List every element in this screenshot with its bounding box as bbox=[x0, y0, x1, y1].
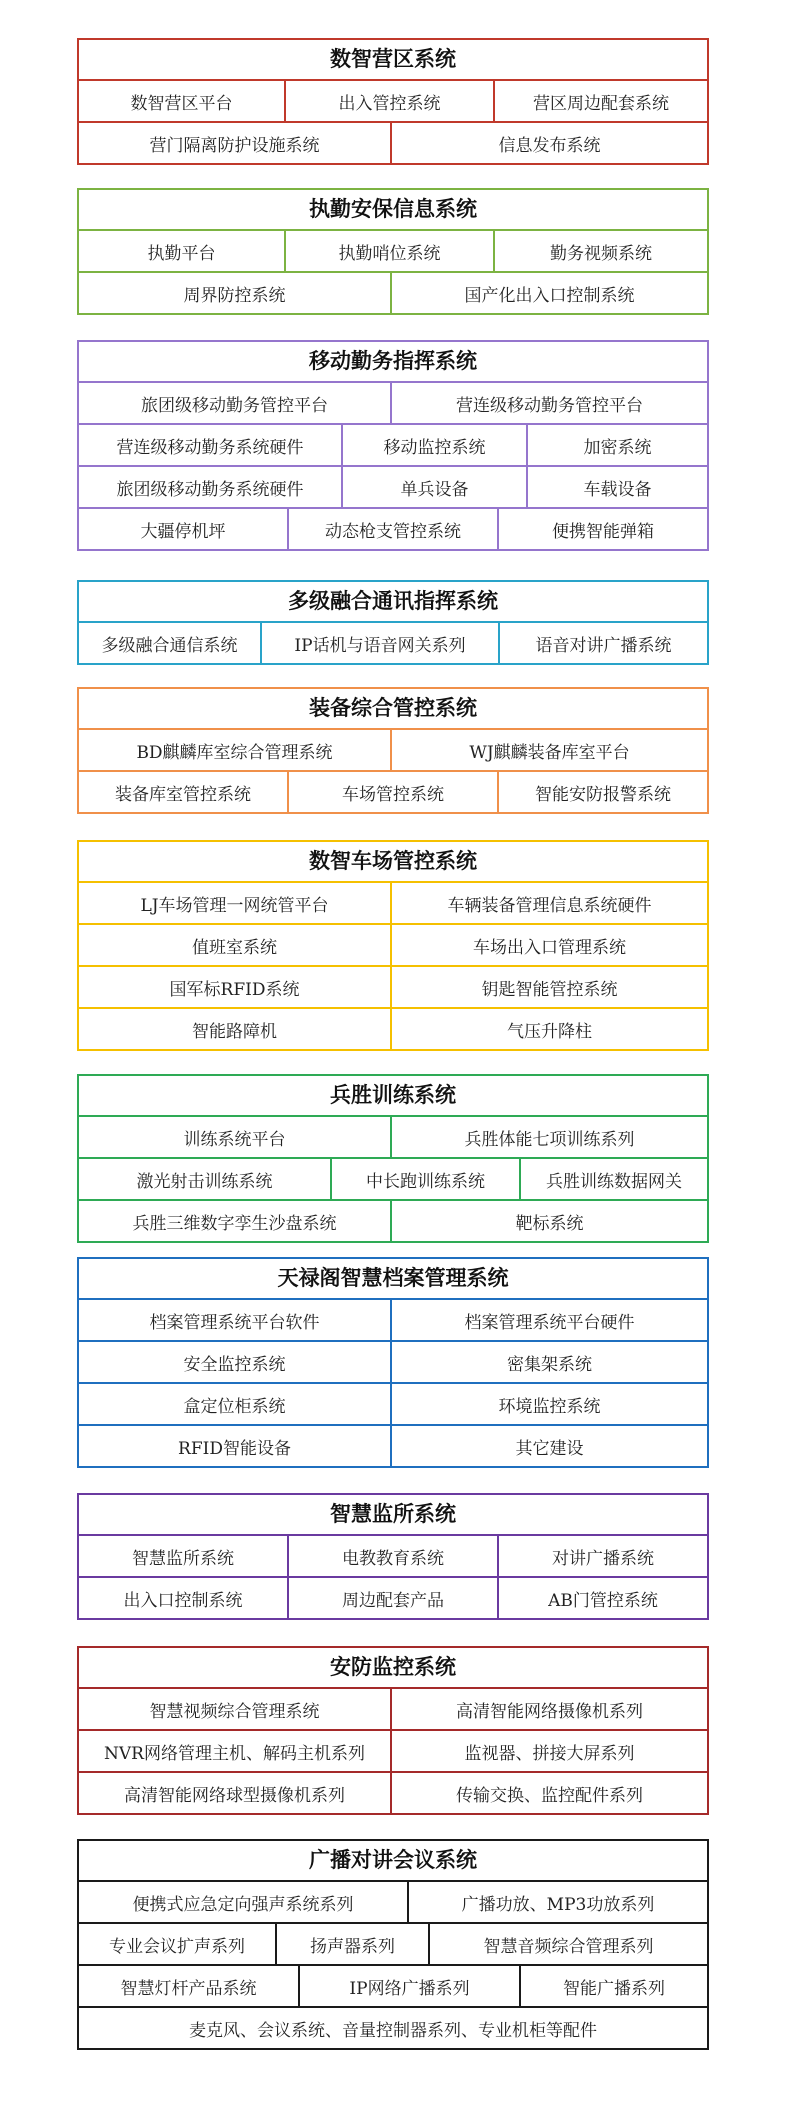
subsystem-cell: 兵胜训练数据网关 bbox=[546, 1171, 682, 1192]
subsystem-cell: 兵胜三维数字孪生沙盘系统 bbox=[79, 1201, 392, 1241]
training-row-1 bbox=[79, 1117, 707, 1159]
mobile-command-row-4 bbox=[79, 509, 707, 549]
subsystem-cell: 值班室系统 bbox=[79, 925, 392, 965]
subsystem-cell: 专业会议扩声系列 bbox=[79, 1924, 277, 1964]
subsystem-cell: 大疆停机坪 bbox=[79, 509, 289, 549]
duty-security-title: 执勤安保信息系统 bbox=[79, 190, 707, 231]
vehicle-yard-title: 数智车场管控系统 bbox=[79, 842, 707, 883]
broadcast-section bbox=[77, 1839, 709, 2050]
fusion-comm-section bbox=[77, 580, 709, 665]
subsystem-cell: 扬声器系列 bbox=[277, 1924, 430, 1964]
subsystem-cell: 智慧灯杆产品系统 bbox=[79, 1966, 300, 2006]
broadcast-row-2 bbox=[79, 1924, 707, 1966]
subsystem-cell: 移动监控系统 bbox=[343, 425, 528, 465]
mobile-command-row-1 bbox=[79, 383, 707, 425]
subsystem-cell: AB门管控系统 bbox=[548, 1590, 658, 1611]
equipment-section bbox=[77, 687, 709, 814]
mobile-command-row-2 bbox=[79, 425, 707, 467]
subsystem-cell: RFID智能设备 bbox=[79, 1426, 392, 1466]
vehicle-yard-row-3 bbox=[79, 967, 707, 1009]
detention-title: 智慧监所系统 bbox=[79, 1495, 707, 1536]
vehicle-yard-section bbox=[77, 840, 709, 1051]
archives-row-3 bbox=[79, 1384, 707, 1426]
subsystem-cell: 车辆装备管理信息系统硬件 bbox=[447, 895, 652, 916]
subsystem-cell: 信息发布系统 bbox=[498, 135, 601, 156]
subsystem-cell: 环境监控系统 bbox=[498, 1396, 601, 1417]
subsystem-cell: 多级融合通信系统 bbox=[79, 623, 262, 663]
vehicle-yard-row-1 bbox=[79, 883, 707, 925]
fusion-comm-row-1 bbox=[79, 623, 707, 663]
subsystem-cell: 广播功放、MP3功放系列 bbox=[461, 1894, 655, 1915]
archives-section bbox=[77, 1257, 709, 1468]
subsystem-cell: 国产化出入口控制系统 bbox=[464, 285, 635, 306]
subsystem-cell: 营门隔离防护设施系统 bbox=[79, 123, 392, 163]
surveillance-section bbox=[77, 1646, 709, 1815]
subsystem-cell: 装备库室管控系统 bbox=[79, 772, 289, 812]
subsystem-cell: LJ车场管理一网统管平台 bbox=[79, 883, 392, 923]
subsystem-cell: 营区周边配套系统 bbox=[533, 93, 669, 114]
subsystem-cell: 国军标RFID系统 bbox=[79, 967, 392, 1007]
surveillance-title: 安防监控系统 bbox=[79, 1648, 707, 1689]
equipment-row-1 bbox=[79, 730, 707, 772]
subsystem-cell: 激光射击训练系统 bbox=[79, 1159, 332, 1199]
training-row-2 bbox=[79, 1159, 707, 1201]
subsystem-cell: 密集架系统 bbox=[507, 1354, 592, 1375]
vehicle-yard-row-2 bbox=[79, 925, 707, 967]
mobile-command-row-3 bbox=[79, 467, 707, 509]
subsystem-cell: 对讲广播系统 bbox=[552, 1548, 654, 1569]
subsystem-cell: 车场管控系统 bbox=[289, 772, 499, 812]
subsystem-cell: 便携式应急定向强声系统系列 bbox=[79, 1882, 409, 1922]
subsystem-cell: 周边配套产品 bbox=[289, 1578, 499, 1618]
subsystem-cell: 训练系统平台 bbox=[79, 1117, 392, 1157]
smart-camp-row-2 bbox=[79, 123, 707, 163]
broadcast-row-1 bbox=[79, 1882, 707, 1924]
subsystem-cell: 兵胜体能七项训练系列 bbox=[464, 1129, 635, 1150]
subsystem-cell: 其它建设 bbox=[515, 1438, 584, 1459]
subsystem-cell: 智慧监所系统 bbox=[79, 1536, 289, 1576]
smart-camp-section bbox=[77, 38, 709, 165]
subsystem-cell: 车载设备 bbox=[583, 479, 652, 500]
subsystem-cell: 数智营区平台 bbox=[79, 81, 286, 121]
subsystem-cell: 高清智能网络摄像机系列 bbox=[456, 1701, 643, 1722]
broadcast-row-3 bbox=[79, 1966, 707, 2008]
archives-row-2 bbox=[79, 1342, 707, 1384]
subsystem-cell: 执勤哨位系统 bbox=[286, 231, 495, 271]
subsystem-cell: BD麒麟库室综合管理系统 bbox=[79, 730, 392, 770]
subsystem-cell: 传输交换、监控配件系列 bbox=[456, 1785, 643, 1806]
subsystem-cell: 智能路障机 bbox=[79, 1009, 392, 1049]
subsystem-cell: 出入管控系统 bbox=[286, 81, 495, 121]
subsystem-cell: 勤务视频系统 bbox=[550, 243, 652, 264]
subsystem-cell: 气压升降柱 bbox=[507, 1021, 592, 1042]
surveillance-row-3 bbox=[79, 1773, 707, 1813]
duty-security-row-1 bbox=[79, 231, 707, 273]
subsystem-cell: 智慧视频综合管理系统 bbox=[79, 1689, 392, 1729]
archives-row-4 bbox=[79, 1426, 707, 1466]
mobile-command-section bbox=[77, 340, 709, 551]
subsystem-cell: 智能广播系列 bbox=[563, 1978, 665, 1999]
subsystem-cell: 营连级移动勤务系统硬件 bbox=[79, 425, 343, 465]
equipment-title: 装备综合管控系统 bbox=[79, 689, 707, 730]
smart-camp-row-1 bbox=[79, 81, 707, 123]
subsystem-cell: 盒定位柜系统 bbox=[79, 1384, 392, 1424]
surveillance-row-2 bbox=[79, 1731, 707, 1773]
subsystem-cell: WJ麒麟装备库室平台 bbox=[469, 742, 630, 763]
subsystem-cell: 监视器、拼接大屏系列 bbox=[464, 1743, 635, 1764]
archives-title: 天禄阁智慧档案管理系统 bbox=[79, 1259, 707, 1300]
subsystem-cell: 车场出入口管理系统 bbox=[473, 937, 626, 958]
subsystem-cell: 加密系统 bbox=[583, 437, 652, 458]
smart-camp-title: 数智营区系统 bbox=[79, 40, 707, 81]
broadcast-row-4 bbox=[79, 2008, 707, 2048]
subsystem-cell: 智能安防报警系统 bbox=[535, 784, 671, 805]
subsystem-cell: 麦克风、会议系统、音量控制器系列、专业机柜等配件 bbox=[189, 2020, 597, 2041]
detention-section bbox=[77, 1493, 709, 1620]
subsystem-cell: 中长跑训练系统 bbox=[332, 1159, 521, 1199]
archives-row-1 bbox=[79, 1300, 707, 1342]
subsystem-cell: 旅团级移动勤务管控平台 bbox=[79, 383, 392, 423]
broadcast-title: 广播对讲会议系统 bbox=[79, 1841, 707, 1882]
subsystem-cell: 出入口控制系统 bbox=[79, 1578, 289, 1618]
subsystem-cell: 单兵设备 bbox=[343, 467, 528, 507]
subsystem-cell: 钥匙智能管控系统 bbox=[481, 979, 618, 1000]
equipment-row-2 bbox=[79, 772, 707, 812]
subsystem-cell: 便携智能弹箱 bbox=[552, 521, 654, 542]
subsystem-cell: IP话机与语音网关系列 bbox=[262, 623, 500, 663]
subsystem-cell: 语音对讲广播系统 bbox=[535, 635, 672, 656]
subsystem-cell: 档案管理系统平台软件 bbox=[79, 1300, 392, 1340]
training-section bbox=[77, 1074, 709, 1243]
detention-row-1 bbox=[79, 1536, 707, 1578]
subsystem-cell: 高清智能网络球型摄像机系列 bbox=[79, 1773, 392, 1813]
subsystem-cell: 营连级移动勤务管控平台 bbox=[456, 395, 643, 416]
subsystem-cell: 安全监控系统 bbox=[79, 1342, 392, 1382]
subsystem-cell: 电教教育系统 bbox=[289, 1536, 499, 1576]
subsystem-cell: NVR网络管理主机、解码主机系列 bbox=[79, 1731, 392, 1771]
subsystem-cell: 靶标系统 bbox=[515, 1213, 584, 1234]
vehicle-yard-row-4 bbox=[79, 1009, 707, 1049]
subsystem-cell: 周界防控系统 bbox=[79, 273, 392, 313]
subsystem-cell: 执勤平台 bbox=[79, 231, 286, 271]
mobile-command-title: 移动勤务指挥系统 bbox=[79, 342, 707, 383]
subsystem-cell: 动态枪支管控系统 bbox=[289, 509, 499, 549]
training-title: 兵胜训练系统 bbox=[79, 1076, 707, 1117]
fusion-comm-title: 多级融合通讯指挥系统 bbox=[79, 582, 707, 623]
surveillance-row-1 bbox=[79, 1689, 707, 1731]
duty-security-section bbox=[77, 188, 709, 315]
duty-security-row-2 bbox=[79, 273, 707, 313]
training-row-3 bbox=[79, 1201, 707, 1241]
subsystem-cell: 智慧音频综合管理系列 bbox=[483, 1936, 654, 1957]
detention-row-2 bbox=[79, 1578, 707, 1618]
subsystem-cell: 档案管理系统平台硬件 bbox=[464, 1312, 635, 1333]
subsystem-cell: 旅团级移动勤务系统硬件 bbox=[79, 467, 343, 507]
subsystem-cell: IP网络广播系列 bbox=[300, 1966, 521, 2006]
